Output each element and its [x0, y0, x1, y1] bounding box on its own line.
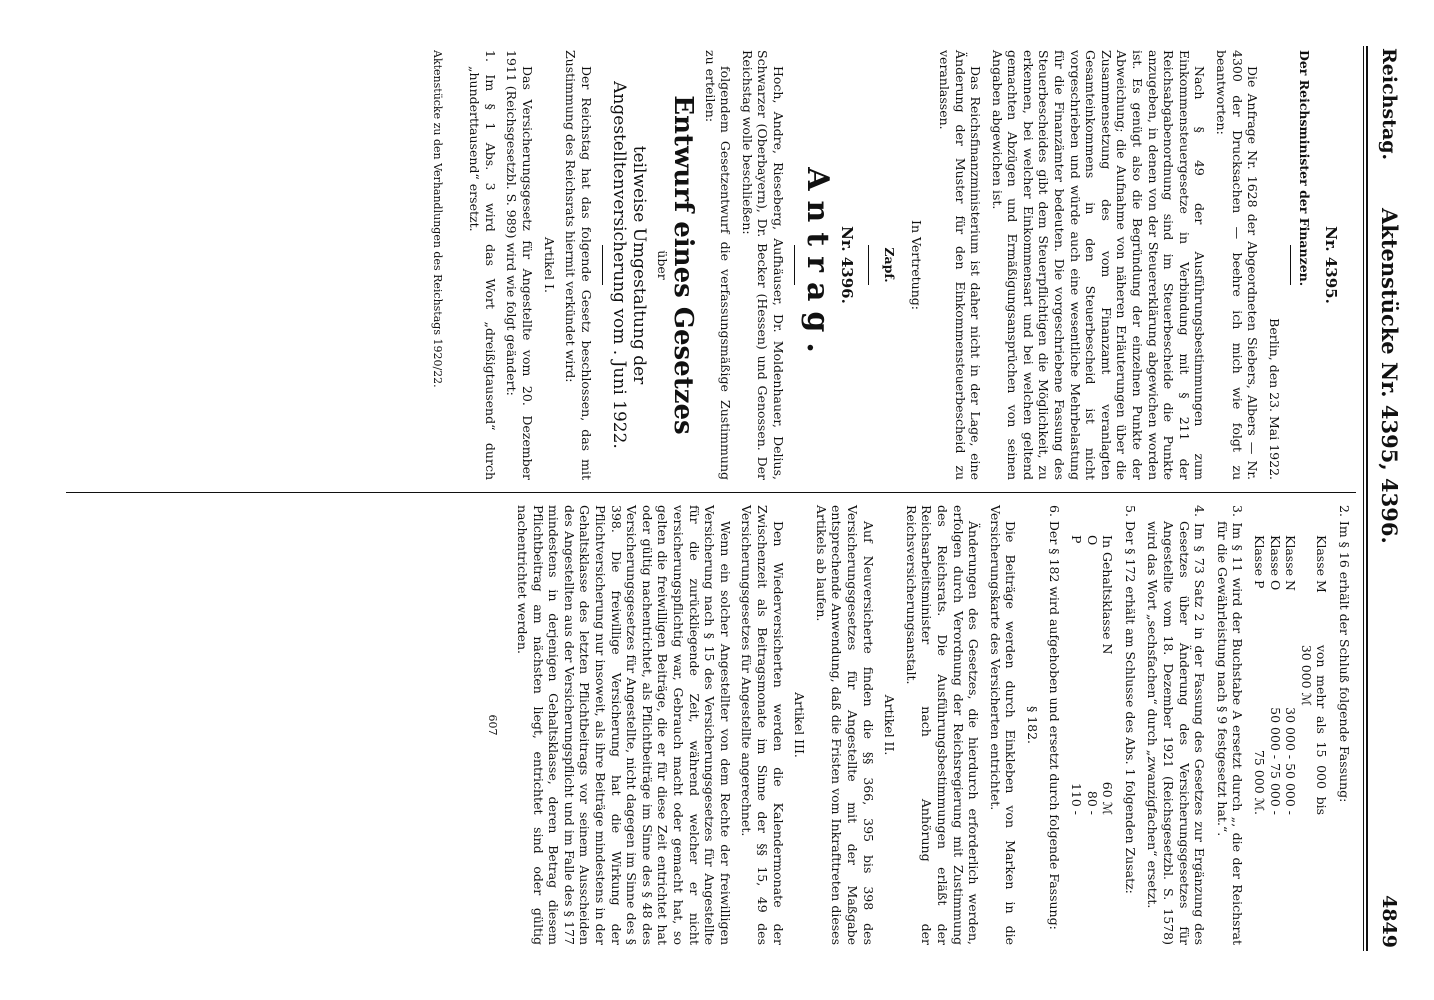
list-item: P 110 -: [1069, 535, 1085, 815]
draft-law-title: teilweise Umgestaltung der Angestelltenversicherung vom . Juni 1922.: [608, 81, 649, 449]
doc-4395-paragraph: Das Reichsfinanzministerium ist daher nicht in der Lage, eine Änderung der Muster für den Einkommensteuerbescheid zu veranlassen.: [936, 50, 984, 480]
class-list: [1251, 535, 1329, 945]
doc-4396-title: Antrag.: [799, 167, 835, 363]
draft-law-heading: Entwurf eines Gesetzes: [668, 95, 698, 435]
article-3-text: Wenn ein solcher Angestellter von dem Rechte der freiwilligen Versicherung nach § 15 des Versicherungsgesetzes für Angestellte für die zurückliegende Zeit, während welcher er nicht versicherungspflichtig war, Gebrauch macht oder gemacht hat, so gelten die freiwilligen Beiträge, die er für diese Zeit entrichtet hat oder gültig nachentrichtet, als Pflichtbeiträge im Sinne des § 48 des Versicherungsgesetzes für Angestellte, nicht dagegen im Sinne des § 398. Die freiwillige Versicherung hat die Wirkung der Pflichtversicherung nur insoweit, als ihre Beiträge mindestens in der Gehaltsklasse des letzten Pflichtbeitrags vor seinem Ausscheiden des Angestellten aus der Versicherungspflicht und im Falle des § 177 mindestens in derjenigen Gehaltsklasse, deren Betrag diesem Pflichtbeitrag am nächsten liegt, entrichtet sind oder gültig nachentrichtet werden.: [515, 505, 733, 945]
amendment-item: 2. Im § 16 erhält der Schluß folgende Fassung:: [1337, 505, 1352, 803]
section-182-heading: § 182.: [1024, 705, 1040, 745]
header-rule: [1366, 46, 1368, 951]
draft-law-ueber: über: [655, 250, 671, 280]
doc-4395-paragraph: Nach § 49 der Ausführungsbestimmungen zum Einkommensteuergesetze in Verbindung mit § 211 der Reichsabgabenordnung sind im Steuerbescheide die Punkte anzugeben, in denen von der Steuererklärung abgewichen worden ist. Es genügt also die Begründung der einzelnen Punkte der Abweichung; die Aufnahme von näheren Erläuterungen über die Zusammensetzung des vom Finanzamt veranlagten Gesamteinkommens in den Steuerbescheid ist nicht vorgeschrieben und würde auch eine wesentliche Mehrbelastung für die Finanzämter bedeuten. Die vorgeschriebene Fassung des Steuerbescheides gibt dem Steuerpflichtigen die Möglichkeit, zu erkennen, bei welcher Einkommensart und bei welchen geltend gemachten Abzügen und Ermäßigungsansprüchen von seinen Angaben abgewichen ist.: [989, 50, 1208, 480]
right-column: [479, 505, 1352, 945]
article-3-heading: Artikel III.: [792, 692, 808, 758]
list-item: Klasse N 30 000 - 50 000 -: [1283, 535, 1299, 815]
article-1-intro: Das Versicherungsgesetz für Angestellte vom 20. Dezember 1911 (Reichsgesetzbl. S. 989) wird wie folgt geändert:: [504, 50, 536, 480]
doc-4395-signoff-label: In Vertretung:: [909, 220, 925, 310]
enactment-clause: Der Reichstag hat das folgende Gesetz beschlossen, das mit Zustimmung des Reichsrats hiermit verkündet wird:: [563, 50, 594, 480]
page-header: [1372, 48, 1406, 948]
divider: [794, 245, 795, 285]
doc-4395-number: Nr. 4395.: [1322, 226, 1340, 304]
list-item: O 80 -: [1084, 535, 1100, 815]
list-item: Klasse P 75 000 ℳ.: [1252, 535, 1268, 815]
section-182-text: Die Beiträge werden durch Einkleben von Marken in die Versicherungskarte des Versicherten entrichtet.: [987, 505, 1019, 945]
doc-4396-number: Nr. 4396.: [838, 226, 857, 304]
list-item: In Gehaltsklasse N 60 ℳ: [1100, 535, 1116, 815]
article-2-text: Auf Neuversicherte finden die §§ 366, 395 bis 398 des Versicherungsgesetzes für Angestellte mit der Maßgabe entsprechende Anwendung, daß die Fristen vom Inkrafttreten dieses Artikels ab laufen.: [813, 505, 876, 945]
doc-4395-signoff-name: Zapf.: [881, 247, 897, 283]
left-column: [423, 50, 1352, 480]
divider: [868, 245, 869, 285]
amendment-item: 3. Im § 11 wird der Buchstabe A ersetzt durch „, die der Reichsrat für die Gewährleistung nach § 9 festgesetzt hat.“.: [1214, 505, 1246, 945]
salary-class-list: [1069, 535, 1116, 945]
article-2-heading: Artikel II.: [882, 694, 898, 756]
amendment-item: 5. Der § 172 erhält am Schlusse des Abs. 1 folgenden Zusatz:: [1122, 505, 1138, 894]
amendment-item: 4. Im § 73 Satz 2 in der Fassung des Gesetzes zur Ergänzung des Gesetzes über Änderung des Versicherungsgesetzes für Angestellte vom 18. Dezember 1921 (Reichsgesetzbl. S. 1578) wird das Wort „sechsfachen“ durch „zwanzigfachen“ ersetzt.: [1145, 505, 1208, 945]
doc-4396-paragraph: Hoch, Andre, Rieseberg, Aufhäuser, Dr. Moldenhauer, Delius, Schwarzer (Oberbayern), Dr. Becker (Hessen) und Genossen. Der Reichstag wolle beschließen:: [739, 50, 786, 480]
page-number: 607: [486, 714, 500, 736]
header-rule-thin: [1363, 46, 1364, 951]
amendment-item: 1. Im § 1 Abs. 3 wird das Wort „dreißigtausend“ durch „hunderttausend“ ersetzt.: [467, 50, 498, 480]
doc-4395-paragraph: Die Anfrage Nr. 1628 der Abgeordneten Siebers, Albers — Nr. 4300 der Drucksachen — beehre ich mich wie folgt zu beantworten:: [1214, 50, 1261, 480]
list-item: Klasse O 50 000 - 75 000 -: [1267, 535, 1283, 815]
doc-4395-place-date: Berlin, den 23. Mai 1922.: [1266, 318, 1282, 480]
divider: [1290, 245, 1291, 285]
footnote: Aktenstücke zu den Verhandlungen des Reichstags 1920/22.: [430, 50, 444, 388]
list-item: Klasse M von mehr als 15 000 bis 30 000 ℳ: [1298, 535, 1330, 815]
section-182-text: Änderungen des Gesetzes, die hierdurch erforderlich werden, erfolgen durch Verordnung der Reichsregierung mit Zustimmung des Reichsrats. Die Ausführungsbestimmungen erläßt der Reichsarbeitsminister nach Anhörung der Reichsversicherungsanstalt.: [903, 505, 982, 945]
doc-4395-sender: Der Reichsminister der Finanzen.: [1297, 50, 1313, 287]
amendment-item: 6. Der § 182 wird aufgehoben und ersetzt durch folgende Fassung:: [1047, 505, 1063, 930]
column-divider: [66, 492, 1356, 493]
header-left: Reichstag.: [1378, 48, 1400, 161]
header-title: Aktenstücke Nr. 4395, 4396.: [1377, 208, 1402, 544]
doc-4396-paragraph: folgendem Gesetzentwurf die verfassungsmäßige Zustimmung zu erteilen:: [702, 50, 734, 480]
article-3-text: Den Wiederversicherten werden die Kalendermonate der Zwischenzeit als Beitragsmonate im Sinne der §§ 15, 49 des Versicherungsgesetzes für Angestellte angerechnet.: [739, 505, 786, 945]
divider: [602, 245, 603, 285]
header-page-number: 4849: [1378, 895, 1400, 948]
article-1-heading: Artikel I.: [541, 237, 557, 293]
